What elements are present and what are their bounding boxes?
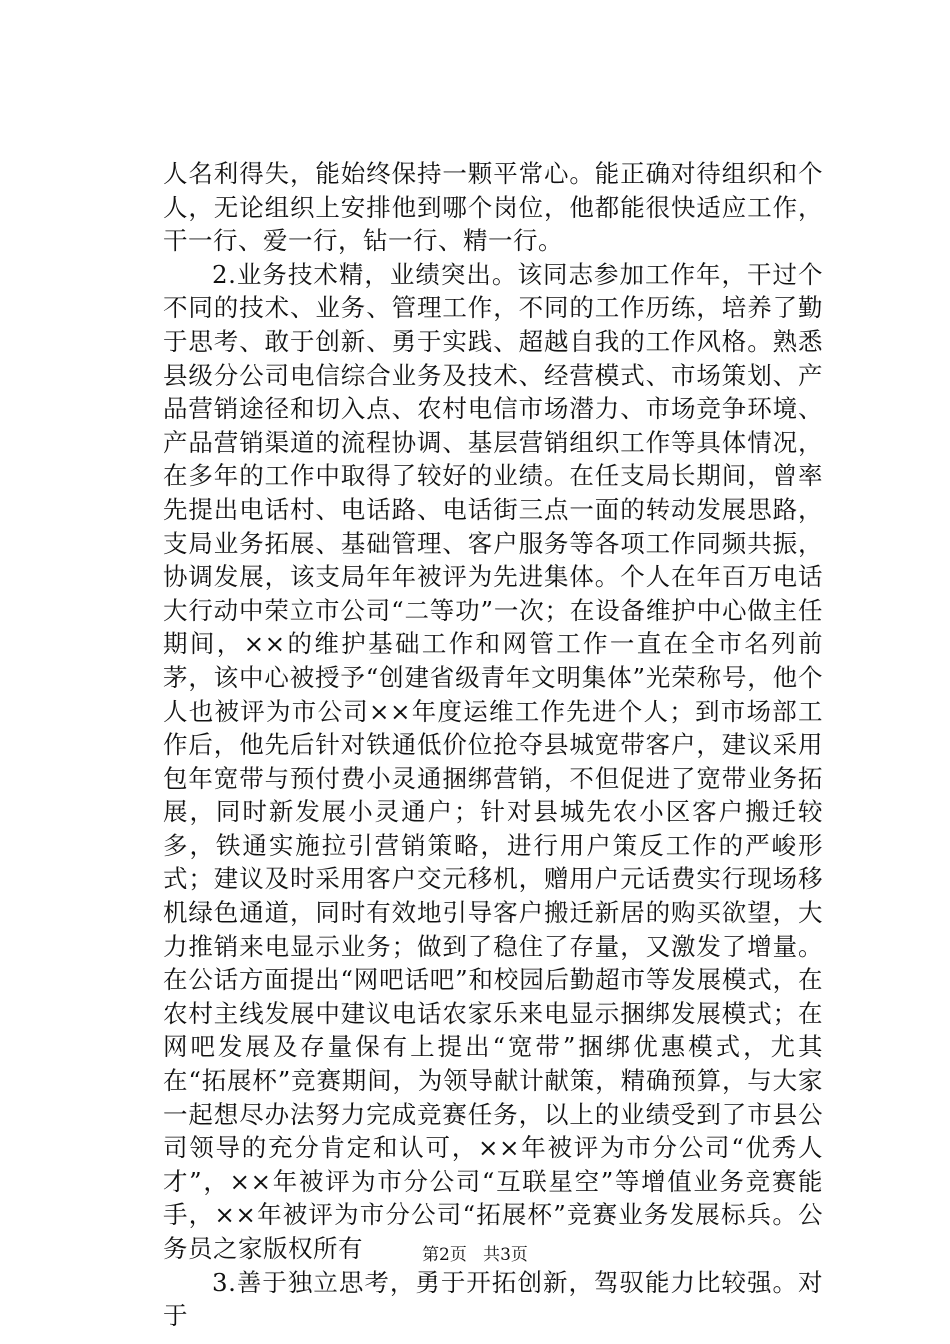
page-total: 共3页 (483, 1245, 528, 1265)
document-body (163, 157, 823, 1333)
paragraph-1: 人名利得失，能始终保持一颗平常心。能正确对待组织和个人，无论组织上安排他到哪个岗位，他都能很快适应工作，干一行、爱一行，钻一行、精一行。 (163, 159, 823, 256)
paragraph-3: 3.善于独立思考，勇于开拓创新，驾驭能力比较强。对于 (163, 1267, 823, 1331)
page-number: 第2页 (422, 1245, 467, 1265)
page-separator (472, 1245, 477, 1265)
page-footer (0, 1243, 950, 1267)
paragraph-2: 2.业务技术精，业绩突出。该同志参加工作年，干过个不同的技术、业务、管理工作，不同的工作历练，培养了勤于思考、敢于创新、勇于实践、超越自我的工作风格。熟悉县级分公司电信综合业务及技术、经营模式、市场策划、产品营销途径和切入点、农村电信市场潜力、市场竞争环境、产品营销渠道的流程协调、基层营销组织工作等具体情况，在多年的工作中取得了较好的业绩。在任支局长期间，曾率先提出电话村、电话路、电话街三点一面的转动发展思路，支局业务拓展、基础管理、客户服务等各项工作同频共振，协调发展，该支局年年被评为先进集体。个人在年百万电话大行动中荣立市公司“二等功”一次；在设备维护中心做主任期间，××的维护基础工作和网管工作一直在全市名列前茅，该中心被授予“创建省级青年文明集体”光荣称号，他个人也被评为市公司××年度运维工作先进个人；到市场部工作后，他先后针对铁通低价位抢夺县城宽带客户，建议采用包年宽带与预付费小灵通捆绑营销，不但促进了宽带业务拓展，同时新发展小灵通户；针对县城先农小区客户搬迁较多，铁通实施拉引营销策略，进行用户策反工作的严峻形式；建议及时采用客户交元移机，赠用户元话费实行现场移机绿色通道，同时有效地引导客户搬迁新居的购买欲望，大力推销来电显示业务；做到了稳住了存量，又激发了增量。在公话方面提出“网吧话吧”和校园后勤超市等发展模式，在农村主线发展中建议电话农家乐来电显示捆绑发展模式；在网吧发展及存量保有上提出“宽带”捆绑优惠模式，尤其在“拓展杯”竞赛期间，为领导献计献策，精确预算，与大家一起想尽办法努力完成竞赛任务，以上的业绩受到了市县公司领导的充分肯定和认可，××年被评为市分公司“优秀人才”，××年被评为市分公司“互联星空”等增值业务竞赛能手，××年被评为市分公司“拓展杯”竞赛业务发展标兵。公务员之家版权所有 (163, 259, 823, 1263)
